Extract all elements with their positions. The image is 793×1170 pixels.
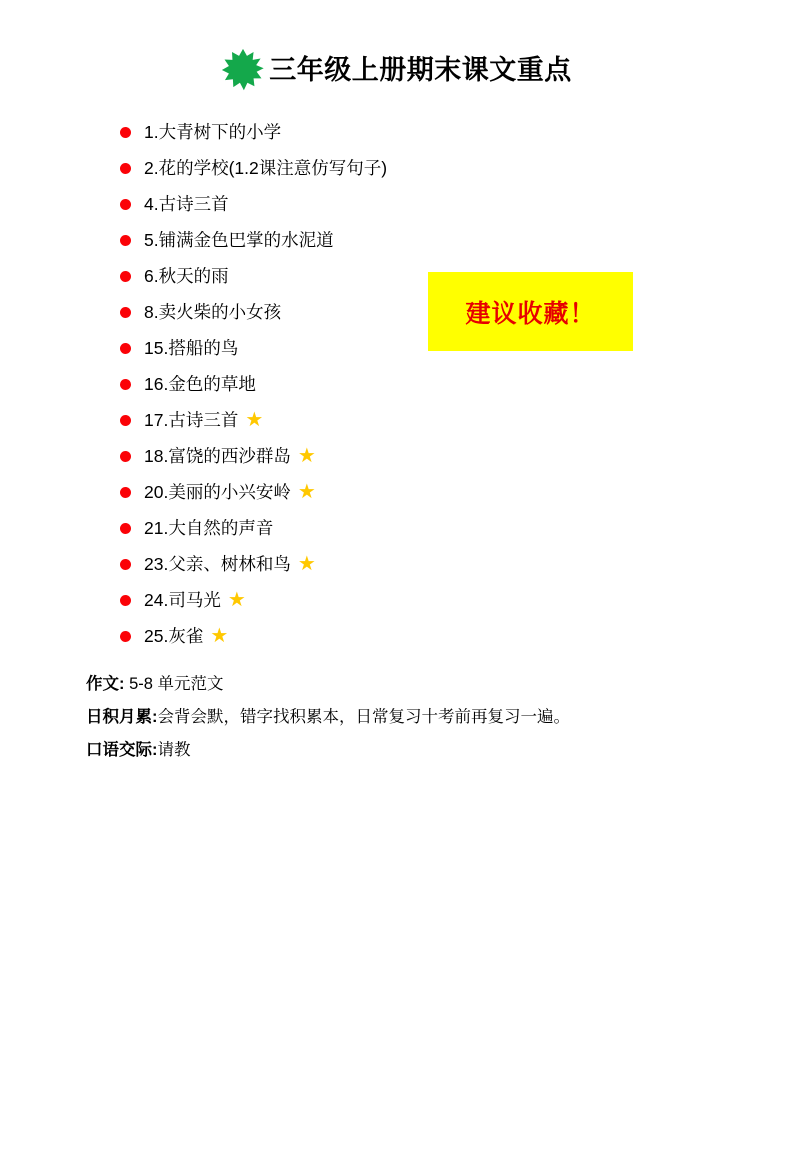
star-icon: ★ [297,481,316,503]
lesson-label: 6.秋天的雨 [144,265,229,286]
star-icon: ★ [210,625,229,647]
list-item [0,438,793,474]
note-label: 作文: [86,675,125,693]
list-item [0,582,793,618]
list-item [0,114,793,150]
lesson-label: 4.古诗三首 [144,193,229,214]
document-page [0,48,793,1170]
list-item [0,618,793,654]
note-value: 会背会默，错字找积累本，日常复习十考前再复习一遍。 [157,708,570,726]
star-icon: ★ [297,445,316,467]
bullet-icon [120,595,131,606]
note-row [86,734,753,767]
note-label: 日积月累: [86,708,158,726]
list-item [0,402,793,438]
bullet-icon [120,487,131,498]
bullet-icon [120,127,131,138]
bullet-icon [120,307,131,318]
list-item [0,186,793,222]
lesson-label: 2.花的学校(1.2课注意仿写句子) [144,157,388,178]
list-item [0,330,793,366]
star-icon: ★ [297,553,316,575]
lesson-label: 17.古诗三首 [144,409,239,430]
bullet-icon [120,559,131,570]
lesson-label: 23.父亲、树林和鸟 [144,553,291,574]
lesson-label: 16.金色的草地 [144,373,256,394]
note-value: 5-8 单元范文 [124,675,224,693]
bullet-icon [120,343,131,354]
lesson-list [0,114,793,654]
list-item [0,366,793,402]
list-item [0,510,793,546]
bullet-icon [120,235,131,246]
bullet-icon [120,199,131,210]
notes-section [0,668,793,767]
list-item [0,474,793,510]
lesson-label: 5.铺满金色巴掌的水泥道 [144,229,334,250]
note-value: 请教 [157,741,191,759]
lesson-label: 18.富饶的西沙群岛 [144,445,291,466]
list-item [0,546,793,582]
lesson-label: 21.大自然的声音 [144,517,274,538]
lesson-label: 20.美丽的小兴安岭 [144,481,291,502]
bullet-icon [120,415,131,426]
lesson-label: 24.司马光 [144,589,221,610]
list-item [0,258,793,294]
page-title-text: 三年级上册期末课文重点 [269,54,572,85]
note-row [86,668,753,701]
bullet-icon [120,631,131,642]
bullet-icon [120,523,131,534]
burst-star-icon [221,48,265,92]
bullet-icon [120,379,131,390]
lesson-label: 15.搭船的鸟 [144,337,239,358]
lesson-label: 8.卖火柴的小女孩 [144,301,282,322]
note-label: 口语交际: [86,741,158,759]
list-item [0,294,793,330]
star-icon: ★ [245,409,264,431]
bullet-icon [120,163,131,174]
callout-text: 建议收藏！ [465,299,596,328]
list-item [0,150,793,186]
list-item [0,222,793,258]
note-row [86,701,753,734]
lesson-label: 25.灰雀 [144,625,204,646]
bullet-icon [120,271,131,282]
lesson-label: 1.大青树下的小学 [144,121,282,142]
bullet-icon [120,451,131,462]
page-title [0,48,793,92]
star-icon: ★ [227,589,246,611]
